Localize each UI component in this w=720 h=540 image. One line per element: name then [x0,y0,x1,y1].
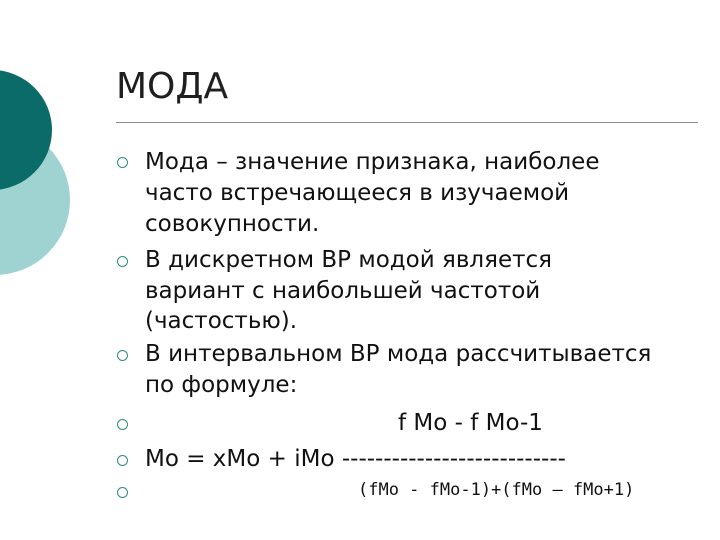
bullet-line: Мода – значение признака, наиболее [145,149,600,175]
hollow-circle-bullet-icon [117,487,128,498]
formula-lhs: Mo = xMo + iMo --------------------------- [145,446,566,472]
hollow-circle-bullet-icon [117,256,128,267]
title-divider [116,122,698,123]
slide-title: МОДА [116,66,229,107]
bullet-line: В интервальном ВР мода рассчитывается [145,341,652,367]
bullet-line: часто встречающееся в изучаемой [145,180,570,206]
hollow-circle-bullet-icon [117,350,128,361]
hollow-circle-bullet-icon [117,419,128,430]
bullet-line: по формуле: [145,372,298,398]
bullet-line: совокупности. [145,211,320,237]
formula-denominator: (fMo - fMo-1)+(fMo – fMo+1) [358,480,635,500]
bullet-line: (частостью). [145,308,298,334]
formula-numerator: f Mo - f Mo-1 [398,410,543,436]
bullet-line: В дискретном ВР модой является [145,247,552,273]
bullet-line: вариант с наибольшей частотой [145,278,541,304]
hollow-circle-bullet-icon [117,455,128,466]
hollow-circle-bullet-icon [117,157,128,168]
slide-decor-circles-icon [0,0,110,300]
